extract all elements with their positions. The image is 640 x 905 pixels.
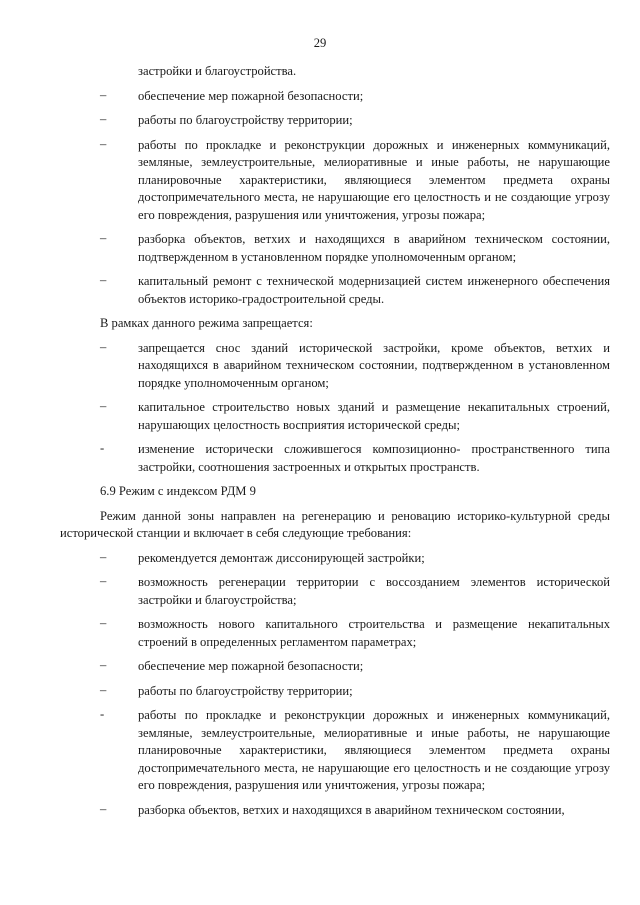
list-dash: – bbox=[100, 87, 107, 102]
list-item bbox=[100, 441, 610, 476]
list-item bbox=[100, 549, 610, 568]
list-item-text: капитальный ремонт с технической модернизацией систем инженерного обеспечения объектов историко-градостроительной среды. bbox=[138, 274, 610, 306]
list-item bbox=[100, 112, 610, 130]
section-heading: 6.9 Режим с индексом РДМ 9 bbox=[100, 484, 256, 498]
continuation-line: застройки и благоустройства. bbox=[138, 64, 297, 78]
allowed-works-list bbox=[0, 88, 640, 309]
list-item-text: разборка объектов, ветхих и находящихся в аварийном техническом состоянии, bbox=[138, 802, 565, 817]
list-item bbox=[100, 574, 610, 609]
list-dash: – bbox=[100, 682, 107, 697]
list-item bbox=[100, 273, 610, 308]
list-item bbox=[100, 801, 610, 820]
list-dash: - bbox=[100, 707, 105, 721]
list-dash: – bbox=[100, 273, 107, 287]
page-content bbox=[0, 63, 640, 819]
list-item-text: работы по благоустройству территории; bbox=[138, 683, 353, 698]
list-item-text: работы по благоустройству территории; bbox=[138, 113, 353, 127]
list-item bbox=[100, 707, 610, 795]
list-item bbox=[100, 231, 610, 266]
list-dash: – bbox=[100, 801, 107, 816]
list-item-text: изменение исторически сложившегося композиционно- пространственного типа застройки, соотношения застроенных и открытых пространств. bbox=[138, 442, 610, 474]
list-item bbox=[100, 339, 610, 393]
list-dash: - bbox=[100, 441, 105, 455]
list-item-text: возможность нового капитального строительства и размещение некапитальных строений в определенных регламентом параметрах; bbox=[138, 617, 610, 649]
list-dash: – bbox=[100, 136, 107, 151]
prohibited-list bbox=[0, 340, 640, 477]
list-item-text: запрещается снос зданий исторической застройки, кроме объектов, ветхих и находящихся в аварийном техническом состоянии, подтвержденном в установленном порядке уполномоченным органом; bbox=[138, 340, 610, 390]
section-paragraph: Режим данной зоны направлен на регенерацию и реновацию историко-культурной среды исторической станции и включает в себя следующие требования: bbox=[60, 508, 610, 540]
list-item-text: работы по прокладке и реконструкции дорожных и инженерных коммуникаций, земляные, землеустроительные, мелиоративные и иные работы, не нарушающие планировочные характеристики, являющиеся элементом предмета охраны достопримечательного места, не нарушающие его целостность и не создающие угрозу его повреждения, разрушения или уничтожения, угрозы пожара; bbox=[138, 708, 610, 792]
list-item-text: обеспечение мер пожарной безопасности; bbox=[138, 88, 364, 103]
list-item-text: возможность регенерации территории с воссозданием элементов исторической застройки и благоустройства; bbox=[138, 575, 610, 607]
list-item-text: рекомендуется демонтаж диссонирующей застройки; bbox=[138, 550, 425, 565]
list-dash: – bbox=[100, 658, 107, 672]
list-item-text: разборка объектов, ветхих и находящихся в аварийном техническом состоянии, подтвержденном в установленном порядке уполномоченным органом; bbox=[138, 232, 610, 264]
list-dash: – bbox=[100, 112, 107, 126]
list-dash: – bbox=[100, 399, 107, 413]
requirements-list bbox=[0, 550, 640, 820]
list-item bbox=[100, 399, 610, 434]
list-dash: – bbox=[100, 574, 107, 588]
list-dash: – bbox=[100, 231, 107, 245]
prohibited-intro: В рамках данного режима запрещается: bbox=[100, 316, 313, 330]
list-dash: – bbox=[100, 549, 107, 564]
page-number: 29 bbox=[313, 36, 327, 50]
list-dash: – bbox=[100, 339, 107, 354]
list-item bbox=[100, 136, 610, 225]
list-item-text: работы по прокладке и реконструкции дорожных и инженерных коммуникаций, земляные, землеустроительные, мелиоративные и иные работы, не нарушающие планировочные характеристики, являющиеся элементом предмета охраны достопримечательного места, не нарушающие его целостность и не создающие угрозу его повреждения, разрушения или уничтожения, угрозы пожара; bbox=[138, 137, 610, 222]
list-item bbox=[100, 616, 610, 651]
list-item-text: капитальное строительство новых зданий и размещение некапитальных строений, нарушающих целостность восприятия исторической среды; bbox=[138, 400, 610, 432]
list-item-text: обеспечение мер пожарной безопасности; bbox=[138, 659, 364, 673]
list-item bbox=[100, 682, 610, 701]
list-dash: – bbox=[100, 616, 107, 630]
list-item bbox=[100, 87, 610, 106]
list-item bbox=[100, 658, 610, 676]
